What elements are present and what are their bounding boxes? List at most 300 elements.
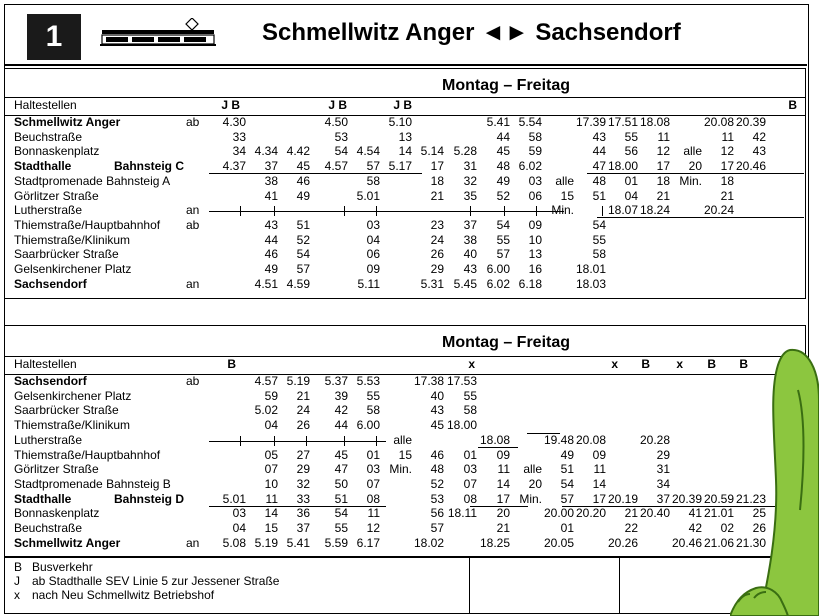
stop-name: Thiemstraße/Hauptbahnhof — [14, 447, 161, 462]
departure-time: 54 — [334, 144, 348, 159]
departure-time: 17.39 — [575, 115, 606, 129]
departure-time: 21 — [430, 188, 444, 203]
stop-name: Stadthalle — [14, 159, 72, 174]
departure-time: 49 — [264, 262, 278, 276]
departure-time: 21 — [720, 188, 734, 203]
arrival-departure-label: ab — [186, 217, 200, 232]
departure-time: 17.51 — [607, 115, 638, 129]
departure-time: 20.20 — [575, 506, 606, 521]
stop-name: Lutherstraße — [14, 203, 83, 218]
departure-time: 37 — [296, 521, 310, 535]
departure-time: 54 — [296, 247, 310, 262]
departure-time: 4.57 — [324, 159, 348, 174]
departure-time: 58 — [463, 403, 477, 418]
stop-name: Görlitzer Straße — [14, 462, 99, 477]
departure-time: 4.30 — [222, 115, 246, 129]
departure-time: 15 — [264, 521, 278, 535]
departure-time: 18.08 — [479, 432, 510, 447]
departure-time: 42 — [334, 403, 348, 418]
departure-time: 20 — [688, 159, 702, 174]
departure-time: 54 — [334, 506, 348, 521]
departure-time: 21.01 — [703, 506, 734, 521]
stop-name: Sachsendorf — [14, 374, 87, 388]
departure-time: 07 — [366, 476, 380, 491]
departure-time: 56 — [624, 144, 638, 159]
departure-time: 13 — [528, 247, 542, 262]
lutherstrasse-rule — [597, 217, 804, 218]
departure-time: 5.41 — [286, 535, 310, 550]
departure-time: 14 — [592, 476, 606, 491]
stop-name: Saarbrücker Straße — [14, 403, 119, 418]
departure-time: 43 — [592, 129, 606, 144]
departure-time: 29 — [656, 447, 670, 462]
departure-time: 55 — [592, 232, 606, 247]
departure-time: 18.11 — [447, 506, 477, 521]
stop-name: Saarbrücker Straße — [14, 247, 119, 262]
departure-time: 04 — [366, 232, 380, 247]
departure-time: 5.19 — [254, 535, 278, 550]
departure-time: 03 — [232, 506, 246, 521]
departure-time: 43 — [752, 144, 766, 159]
departure-time: 11 — [497, 462, 510, 477]
departure-time: 18.00 — [446, 418, 477, 433]
departure-time: 01 — [624, 173, 638, 188]
departure-time: 49 — [496, 173, 510, 188]
departure-time: 22 — [624, 521, 638, 535]
legend-key: J — [14, 574, 20, 588]
departure-time: Min. — [389, 462, 412, 477]
departure-time: 01 — [463, 447, 477, 462]
departure-time: 20.46 — [671, 535, 702, 550]
stop-name: Gelsenkirchener Platz — [14, 262, 132, 276]
departure-time: 40 — [463, 247, 477, 262]
lutherstrasse-rule — [478, 447, 518, 448]
departure-time: 45 — [430, 418, 444, 433]
departure-time: Min. — [679, 173, 702, 188]
arrival-departure-label: ab — [186, 115, 200, 129]
departure-time: 10 — [264, 476, 278, 491]
departure-time: 57 — [560, 491, 574, 506]
departure-time: 57 — [496, 247, 510, 262]
column-marker: x — [468, 357, 475, 371]
column-marker: B — [788, 98, 797, 112]
departure-time: 26 — [430, 247, 444, 262]
departure-time: 16 — [528, 262, 542, 276]
departure-time: 33 — [232, 129, 246, 144]
departure-time: 26 — [752, 521, 766, 535]
departure-time: 5.11 — [357, 276, 380, 291]
departure-time: 51 — [560, 462, 574, 477]
departure-time: 5.19 — [286, 374, 310, 388]
departure-time: alle — [555, 173, 574, 188]
departure-time: 03 — [366, 462, 380, 477]
departure-time: 57 — [366, 159, 380, 174]
legend-key: x — [14, 588, 20, 602]
departure-time: 20.59 — [703, 491, 734, 506]
departure-time: 20.28 — [639, 432, 670, 447]
departure-time: 23 — [430, 217, 444, 232]
column-header-row — [4, 356, 805, 375]
stop-name: Görlitzer Straße — [14, 188, 99, 203]
departure-time: 54 — [592, 217, 606, 232]
departure-time: 20.39 — [671, 491, 702, 506]
departure-time: 24 — [430, 232, 444, 247]
departure-time: 4.42 — [286, 144, 310, 159]
departure-time: 6.02 — [518, 159, 542, 174]
route-title: Schmellwitz Anger ◄► Sachsendorf — [262, 19, 681, 46]
column-marker: B — [641, 357, 650, 371]
departure-time: 07 — [463, 476, 477, 491]
departure-time: 48 — [592, 173, 606, 188]
departure-time: 38 — [264, 173, 278, 188]
departure-time: 47 — [592, 159, 606, 174]
column-marker: B — [227, 357, 236, 371]
departure-time: 5.53 — [356, 374, 380, 388]
legend-text: Busverkehr — [32, 560, 93, 574]
departure-time: 4.54 — [356, 144, 380, 159]
platform-label: Bahnsteig D — [114, 491, 185, 506]
departure-time: 08 — [366, 491, 380, 506]
departure-time: 5.14 — [420, 144, 444, 159]
departure-time: 21.30 — [735, 535, 766, 550]
departure-time: 11 — [367, 506, 380, 521]
departure-time: 59 — [264, 388, 278, 403]
departure-time: 5.10 — [388, 115, 412, 129]
departure-time: 11 — [657, 129, 670, 144]
departure-time: 18.08 — [639, 115, 670, 129]
departure-time: 18.25 — [479, 535, 510, 550]
departure-time: 18.03 — [575, 276, 606, 291]
departure-time: 39 — [334, 388, 348, 403]
timetable-header — [4, 4, 807, 66]
departure-time: 5.31 — [420, 276, 444, 291]
departure-time: 03 — [463, 462, 477, 477]
frog-mascot-icon — [730, 330, 819, 616]
departure-time: 6.00 — [486, 262, 510, 276]
departure-time: 50 — [334, 476, 348, 491]
departure-time: 45 — [334, 447, 348, 462]
departure-time: 19.48 — [543, 432, 574, 447]
departure-time: 26 — [296, 418, 310, 433]
departure-time: 47 — [334, 462, 348, 477]
departure-time: 03 — [366, 217, 380, 232]
departure-time: 46 — [430, 447, 444, 462]
stop-name: Bonnaskenplatz — [14, 144, 100, 159]
departure-time: 18.24 — [639, 203, 670, 218]
departure-time: 5.01 — [356, 188, 380, 203]
departure-time: 49 — [296, 188, 310, 203]
skip-marker — [274, 206, 275, 216]
departure-time: 49 — [560, 447, 574, 462]
departure-time: 18.00 — [607, 159, 638, 174]
departure-time: 41 — [264, 188, 278, 203]
departure-time: 4.57 — [254, 374, 278, 388]
stadthalle-rule — [209, 173, 422, 174]
departure-time: 51 — [296, 217, 310, 232]
departure-time: 32 — [463, 173, 477, 188]
departure-time: 53 — [430, 491, 444, 506]
lutherstrasse-rule — [209, 211, 564, 212]
legend-key: B — [14, 560, 23, 574]
departure-time: 20.00 — [543, 506, 574, 521]
departure-time: 58 — [592, 247, 606, 262]
legend — [4, 556, 805, 613]
departure-time: 46 — [264, 247, 278, 262]
departure-time: 52 — [496, 188, 510, 203]
departure-time: 18.01 — [575, 262, 606, 276]
departure-time: 21.06 — [703, 535, 734, 550]
stadthalle-rule — [587, 173, 804, 174]
stop-name: Bonnaskenplatz — [14, 506, 100, 521]
stop-name: Sachsendorf — [14, 276, 87, 291]
departure-time: 44 — [496, 129, 510, 144]
departure-time: 37 — [264, 159, 278, 174]
stop-column-header: Haltestellen — [14, 98, 77, 112]
departure-time: 55 — [624, 129, 638, 144]
departure-time: 53 — [334, 129, 348, 144]
departure-time: 20.08 — [703, 115, 734, 129]
departure-time: 54 — [560, 476, 574, 491]
departure-time: 44 — [592, 144, 606, 159]
departure-time: 21 — [496, 521, 510, 535]
departure-time: 07 — [264, 462, 278, 477]
departure-time: 04 — [264, 418, 278, 433]
departure-time: 21.23 — [735, 491, 766, 506]
departure-time: 58 — [366, 403, 380, 418]
departure-time: 17 — [430, 159, 444, 174]
departure-time: alle — [393, 432, 412, 447]
skip-marker — [602, 206, 603, 216]
departure-time: 03 — [528, 173, 542, 188]
stop-name: Thiemstraße/Klinikum — [14, 232, 131, 247]
departure-time: 40 — [430, 388, 444, 403]
departure-time: 20.19 — [607, 491, 638, 506]
departure-time: 15 — [560, 188, 574, 203]
departure-time: alle — [523, 462, 542, 477]
departure-time: Min. — [519, 491, 542, 506]
departure-time: 04 — [624, 188, 638, 203]
timetable-block-inbound — [4, 325, 806, 558]
departure-time: 05 — [264, 447, 278, 462]
legend-text: nach Neu Schmellwitz Betriebshof — [32, 588, 215, 602]
lutherstrasse-rule — [527, 433, 560, 434]
stop-name: Schmellwitz Anger — [14, 115, 121, 129]
departure-time: 17 — [592, 491, 606, 506]
departure-time: 11 — [593, 462, 606, 477]
column-marker: x — [611, 357, 618, 371]
departure-time: 06 — [366, 247, 380, 262]
departure-time: 21 — [656, 188, 670, 203]
skip-marker — [376, 206, 377, 216]
departure-time: 17 — [496, 491, 510, 506]
stop-name: Beuchstraße — [14, 521, 83, 535]
departure-time: 20.46 — [735, 159, 766, 174]
departure-time: 27 — [296, 447, 310, 462]
departure-time: 6.02 — [486, 276, 510, 291]
departure-time: 42 — [688, 521, 702, 535]
departure-time: 18 — [430, 173, 444, 188]
stop-name: Stadthalle — [14, 491, 72, 506]
departure-time: 34 — [232, 144, 246, 159]
departure-time: 20 — [528, 476, 542, 491]
departure-time: 51 — [592, 188, 606, 203]
column-marker: B — [707, 357, 716, 371]
departure-time: 09 — [528, 217, 542, 232]
departure-time: 5.45 — [453, 276, 477, 291]
departure-time: 20.26 — [607, 535, 638, 550]
arrival-departure-label: ab — [186, 374, 200, 388]
departure-time: 4.37 — [222, 159, 246, 174]
arrival-departure-label: an — [186, 276, 200, 291]
departure-time: 54 — [496, 217, 510, 232]
departure-time: 11 — [265, 491, 278, 506]
departure-time: 48 — [430, 462, 444, 477]
departure-time: 45 — [296, 159, 310, 174]
departure-time: 5.02 — [254, 403, 278, 418]
stadthalle-rule — [209, 506, 386, 507]
departure-time: 14 — [398, 144, 412, 159]
departure-time: 32 — [296, 476, 310, 491]
departure-time: 5.17 — [388, 159, 412, 174]
departure-time: 20.08 — [575, 432, 606, 447]
departure-time: 18.07 — [607, 203, 638, 218]
arrival-departure-label: an — [186, 203, 200, 218]
departure-time: 37 — [656, 491, 670, 506]
column-marker: J B — [393, 98, 412, 112]
departure-time: 45 — [496, 144, 510, 159]
departure-time: 24 — [296, 403, 310, 418]
departure-time: 5.37 — [324, 374, 348, 388]
departure-time: 52 — [430, 476, 444, 491]
departure-time: 5.08 — [222, 535, 246, 550]
tram-icon — [100, 18, 218, 46]
column-marker: B — [739, 357, 748, 371]
departure-time: 14 — [496, 476, 510, 491]
stop-name: Stadtpromenade Bahnsteig B — [14, 476, 171, 491]
column-marker: J B — [328, 98, 347, 112]
skip-marker — [504, 206, 505, 216]
departure-time: 5.59 — [324, 535, 348, 550]
departure-time: 52 — [296, 232, 310, 247]
departure-time: 58 — [366, 173, 380, 188]
column-marker: J B — [221, 98, 240, 112]
departure-time: 29 — [430, 262, 444, 276]
departure-time: 58 — [528, 129, 542, 144]
days-label: Montag – Freitag — [442, 77, 571, 94]
departure-time: 01 — [366, 447, 380, 462]
departure-time: 14 — [264, 506, 278, 521]
departure-time: 18 — [656, 173, 670, 188]
column-marker: x — [676, 357, 683, 371]
departure-time: 55 — [463, 388, 477, 403]
departure-time: 01 — [560, 521, 574, 535]
stop-name: Gelsenkirchener Platz — [14, 388, 132, 403]
departure-time: 21 — [624, 506, 638, 521]
departure-time: 57 — [430, 521, 444, 535]
departure-time: 5.01 — [222, 491, 246, 506]
stop-name: Schmellwitz Anger — [14, 535, 121, 550]
departure-time: 38 — [463, 232, 477, 247]
skip-marker — [274, 436, 275, 446]
legend-text: ab Stadthalle SEV Linie 5 zur Jessener Straße — [32, 574, 280, 588]
departure-time: 46 — [296, 173, 310, 188]
legend-divider — [469, 557, 470, 613]
skip-marker — [240, 206, 241, 216]
departure-time: 34 — [656, 476, 670, 491]
departure-time: 09 — [496, 447, 510, 462]
departure-time: 59 — [528, 144, 542, 159]
timetable-block-outbound — [4, 68, 806, 299]
stop-name: Lutherstraße — [14, 432, 83, 447]
departure-time: 33 — [296, 491, 310, 506]
departure-time: Min. — [551, 203, 574, 218]
departure-time: 25 — [752, 506, 766, 521]
departure-time: 20 — [496, 506, 510, 521]
skip-marker — [470, 206, 471, 216]
departure-time: 57 — [296, 262, 310, 276]
departure-time: 12 — [720, 144, 734, 159]
departure-time: 21 — [296, 388, 310, 403]
departure-time: 41 — [688, 506, 702, 521]
skip-marker — [376, 436, 377, 446]
departure-time: 37 — [463, 217, 477, 232]
departure-time: 43 — [264, 217, 278, 232]
days-label: Montag – Freitag — [442, 334, 571, 351]
stop-name: Stadtpromenade Bahnsteig A — [14, 173, 171, 188]
departure-time: alle — [683, 144, 702, 159]
departure-time: 55 — [496, 232, 510, 247]
departure-time: 56 — [430, 506, 444, 521]
departure-time: 36 — [296, 506, 310, 521]
departure-time: 55 — [366, 388, 380, 403]
departure-time: 55 — [334, 521, 348, 535]
skip-marker — [240, 436, 241, 446]
departure-time: 18 — [720, 173, 734, 188]
departure-time: 4.51 — [254, 276, 278, 291]
departure-time: 17.53 — [446, 374, 477, 388]
departure-time: 5.41 — [486, 115, 510, 129]
departure-time: 08 — [463, 491, 477, 506]
skip-marker — [344, 206, 345, 216]
skip-marker — [536, 206, 537, 216]
skip-marker — [344, 436, 345, 446]
departure-time: 29 — [296, 462, 310, 477]
departure-time: 5.28 — [453, 144, 477, 159]
stop-column-header: Haltestellen — [14, 357, 77, 371]
departure-time: 6.18 — [518, 276, 542, 291]
departure-time: 18.02 — [413, 535, 444, 550]
departure-time: 06 — [528, 188, 542, 203]
departure-time: 51 — [334, 491, 348, 506]
departure-time: 17 — [656, 159, 670, 174]
departure-time: 10 — [528, 232, 542, 247]
platform-label: Bahnsteig C — [114, 159, 185, 174]
lutherstrasse-rule — [209, 441, 386, 442]
departure-time: 4.34 — [254, 144, 278, 159]
departure-time: 31 — [656, 462, 670, 477]
departure-time: 13 — [398, 129, 412, 144]
departure-time: 4.50 — [324, 115, 348, 129]
departure-time: 44 — [264, 232, 278, 247]
departure-time: 6.17 — [356, 535, 380, 550]
departure-time: 20.05 — [543, 535, 574, 550]
stop-name: Thiemstraße/Hauptbahnhof — [14, 217, 161, 232]
departure-time: 20.39 — [735, 115, 766, 129]
departure-time: 42 — [752, 129, 766, 144]
departure-time: 44 — [334, 418, 348, 433]
departure-time: 02 — [720, 521, 734, 535]
line-number-badge: 1 — [27, 14, 81, 60]
